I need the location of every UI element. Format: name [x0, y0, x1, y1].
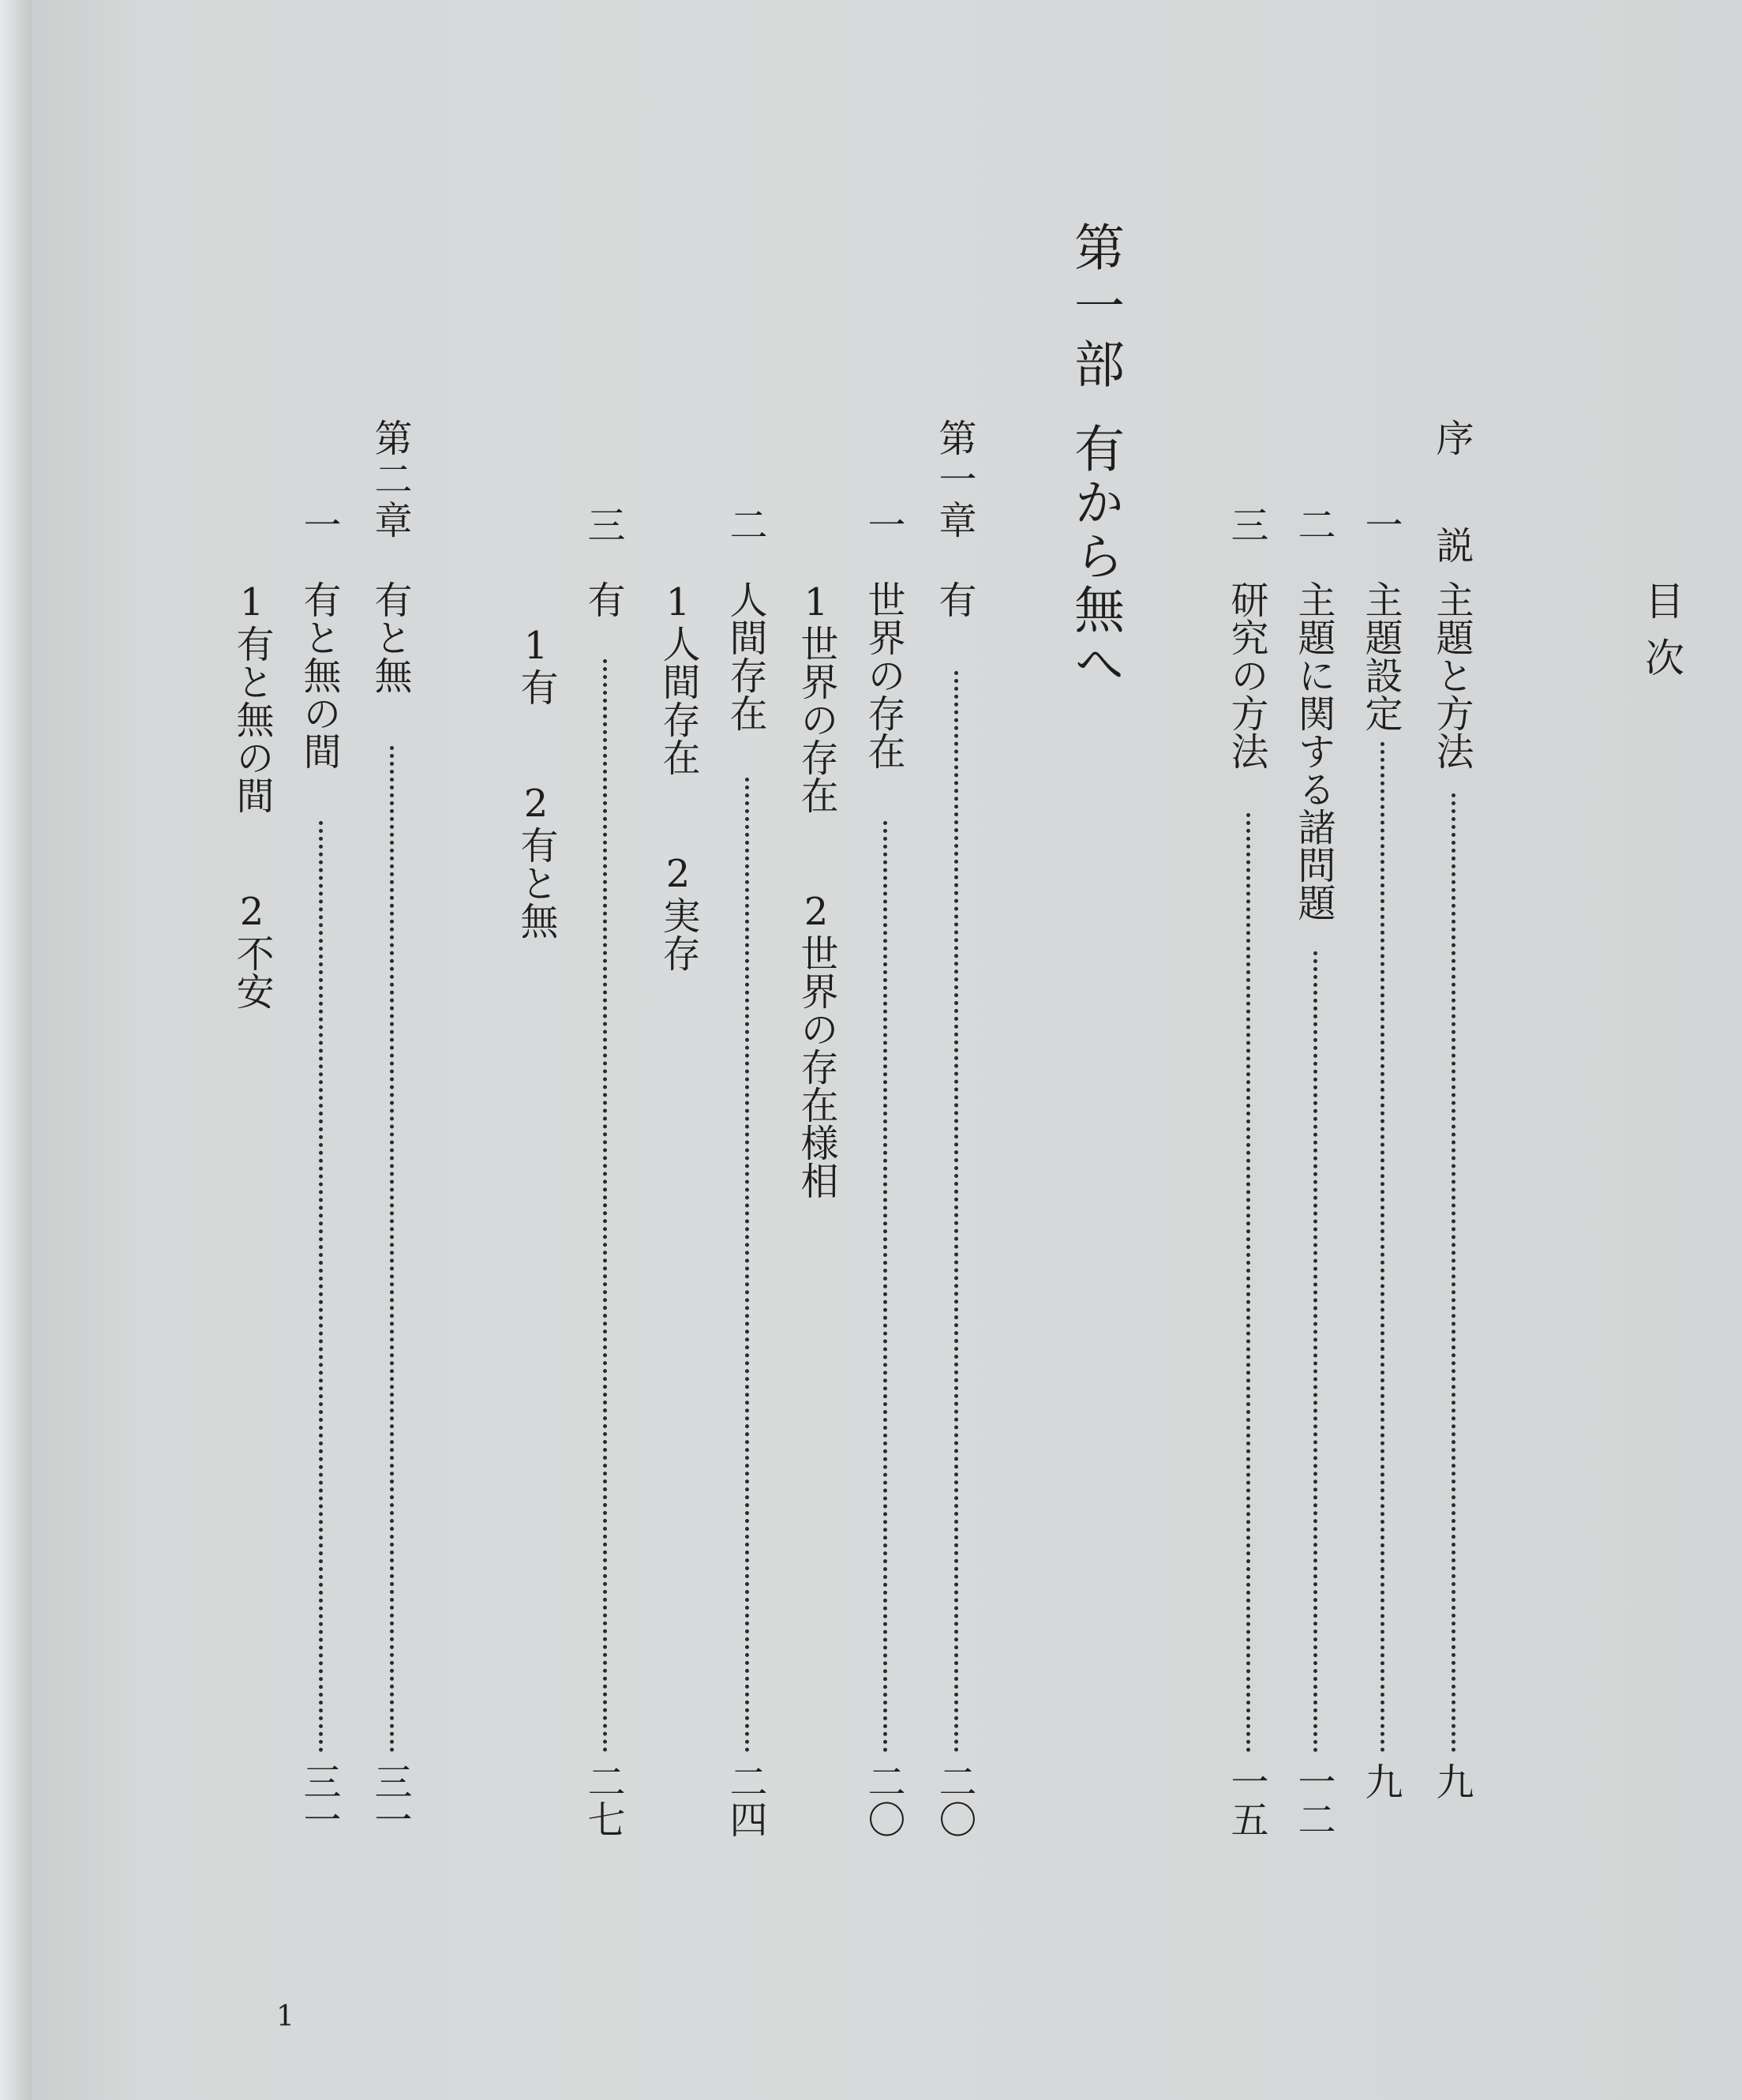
toc-sub-1-3: 1有 2有と無: [514, 624, 558, 939]
toc-label-1-2: 二: [723, 505, 767, 543]
toc-label-2-1: 一: [297, 505, 341, 543]
toc-title-1-3: 有: [581, 580, 625, 618]
toc-title-1-1: 世界の存在: [861, 580, 905, 770]
toc-title-3: 研究の方法: [1224, 580, 1268, 770]
page-gutter: [0, 0, 32, 2100]
toc-label-2: 二: [1291, 505, 1336, 543]
part-label: 第一部: [1066, 221, 1124, 396]
chapter-label-2: 第二章: [368, 418, 412, 542]
toc-label-intro: 序 説: [1429, 418, 1474, 579]
chapter-title-2: 有と無: [368, 580, 412, 694]
toc-page-2-1: 三一: [297, 1762, 341, 1838]
toc-label-1: 一: [1358, 505, 1403, 543]
chapter-page-2: 三一: [368, 1762, 412, 1838]
toc-title-2-1: 有と無の間: [297, 580, 341, 770]
toc-leader: [883, 821, 887, 1753]
toc-page-3: 一五: [1224, 1762, 1268, 1838]
toc-sub-2-1: 1有と無の間 2不安: [230, 580, 274, 1010]
part-title: 有から無へ: [1066, 422, 1124, 691]
toc-leader: [1452, 793, 1455, 1753]
toc-leader: [745, 778, 749, 1753]
toc-title-2: 主題に関する諸問題: [1291, 580, 1336, 921]
toc-sub-1-2: 1人間存在 2実存: [656, 580, 700, 972]
toc-page-intro: 九: [1429, 1762, 1474, 1800]
chapter-label-1: 第一章: [932, 418, 976, 542]
page-title: 目次: [1639, 580, 1684, 694]
toc-leader: [1380, 742, 1384, 1753]
toc-title-1: 主題設定: [1358, 580, 1403, 732]
toc-label-1-3: 三: [581, 505, 625, 543]
toc-label-3: 三: [1224, 505, 1268, 543]
toc-leader: [390, 746, 394, 1753]
toc-leader: [319, 821, 323, 1753]
toc-sub-1-1: 1世界の存在 2世界の存在様相: [794, 580, 838, 1199]
toc-title-1-2: 人間存在: [723, 580, 767, 732]
toc-label-1-1: 一: [861, 505, 905, 543]
chapter-title-1: 有: [932, 580, 976, 618]
chapter-page-1: 二〇: [932, 1762, 976, 1838]
page-number: 1: [276, 2001, 294, 2033]
toc-leader: [1313, 951, 1317, 1753]
toc-leader: [1246, 813, 1250, 1753]
toc-leader: [954, 671, 958, 1753]
toc-page-1-2: 二四: [723, 1762, 767, 1838]
toc-page-2: 一二: [1291, 1762, 1336, 1838]
toc-page-1-3: 二七: [581, 1762, 625, 1838]
toc-page-1-1: 二〇: [861, 1762, 905, 1838]
toc-title-intro: 主題と方法: [1429, 580, 1474, 770]
toc-leader: [603, 659, 607, 1753]
toc-page-1: 九: [1358, 1762, 1403, 1800]
